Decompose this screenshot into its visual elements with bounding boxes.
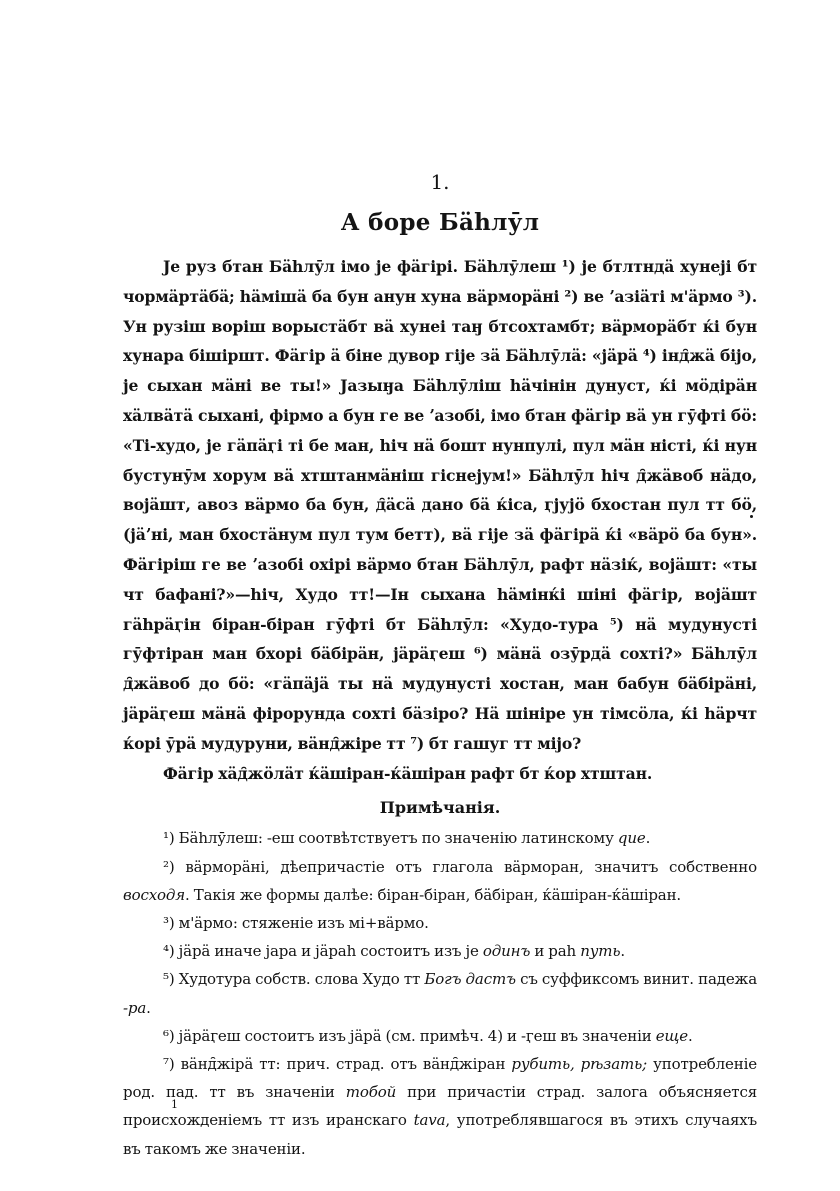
footnote-italic-term: путь: [580, 942, 621, 961]
footnote-text: ⁶) jäрäӷеш состоитъ изъ jäрä (см. примѣч. 4) и -ӷеш въ значенiи: [163, 1026, 656, 1045]
footnote-text: , употреблявшагося въ этихъ случаяхъ въ такомъ же значенiи.: [123, 1111, 757, 1158]
footnote-italic-term: Богъ дастъ: [424, 970, 516, 989]
footnote-italic-term: рубить, рѣзать;: [511, 1054, 648, 1073]
footnote-2: [123, 853, 757, 909]
notes-heading: Примѣчанія.: [379, 798, 501, 818]
signature-mark: 1: [171, 1098, 178, 1111]
footnote-text: .: [688, 1026, 693, 1045]
footnote-text: ¹) Бähлӯлеш: -еш соотвѣтствуетъ по значенiю латинскому: [163, 829, 618, 848]
footnote-text: употребленiе род. пад. тт въ значенiи: [123, 1054, 758, 1102]
footnote-italic-term: tava: [413, 1111, 446, 1130]
story-paragraph: Je руз бтан Бähлӯл iмо je фäгiрi. Бähлӯлеш ¹) je бтлтндä хунеjі бт чормäртäбä; häмiшä ба бун анун хуна вäрморäнi ²) ве ʼазiäтi м'äрмо ³). Ун рузiш ворiш ворыстäбт вä хунеi таӈ бтсохтамбт; вäрморäбт ќi бун хунара бiшiршт. Фäгiр ä бiне дувор гiје зä Бähлӯлä: «jäрä ⁴) iнд̑жä бiјо, je сыхан мäнi ве ты!» Јазыӈа Бähлӯлiш häчiнiн дунуст, ќi мöдiрäн хäлвäтä сыханi, фiрмо а бун ге ве ʼазобi, iмо бтан фäгiр вä ун гӯфтi бö: «Ті-худо, je гäпäӷi тi бе ман, hiч нä бошт нунпулi, пул мäн нiстi, ќi нун бустунӯм хорум вä хтштанмäнiш гiснеjум!» Бähлӯл hiч д̑жäвоб нäдо, војäшт, авоз вäрмо ба бун, д̑äсä дано бä ќiса, ӷjујö бхостан пул тт бö, (jäʼнi, ман бхостäнум пул тум бетт), вä гiје зä фäгiрä ќi «вäрö ба бун». Фäгiрiш ге ве ʼазобi охiрi вäрмо бтан Бähлӯл, рафт нäзiќ, војäшт: «ты чт бафанi?»—hiч, Худо тт!—Ін сыхана häмiнќi шiнi фäгiр, војäшт гähрäӷiн бiран-бiран гӯфтi бт Бähлӯл: «Худо-тура ⁵) нä мудунустi гӯфтiран ман бхорi бäбiрäн, jäрäӷеш ⁶) мäнä озӯрдä сохтi?» Бähлӯл д̑жäвоб до бö: «гäпäjä ты нä мудунустi хостан, ман бабун бäбiрäнi, jäрäӷеш мäнä фiрорунда сохтi бäзiро? Нä шiнiре ун тiмсöла, ќi häрчт ќорi ӯрä мудуруни, вäнд̑жiре тт ⁷) бт гашуг тт мiјо?: [123, 257, 757, 753]
footnote-text: при причастiи страд. залога объясняется происхожденiемъ тт изъ иранскаго: [123, 1083, 758, 1130]
story-paragraph: Фäгiр хäд̑жöлäт ќäшiран-ќäшiран рафт бт ќор хтштан.: [163, 763, 653, 783]
ink-speck: [750, 515, 753, 518]
footnote-italic-term: -ра: [123, 998, 147, 1017]
footnote-italic-term: восходя: [123, 885, 186, 904]
footnote-italic-term: еще: [655, 1026, 689, 1045]
story-text: [123, 252, 757, 788]
footnote-text: и раh: [530, 942, 581, 961]
footnote-text: ⁴) jäрä иначе jара и jäраh состоитъ изъ je: [163, 942, 483, 961]
footnote-italic-term: одинъ: [482, 942, 531, 961]
footnote-7: [123, 1050, 757, 1163]
footnote-6: [123, 1022, 757, 1050]
footnote-4: [123, 937, 757, 965]
notes-list: [123, 824, 757, 1162]
footnote-text: ²) вäрморäнi, дѣепричастiе отъ глагола вäрморан, значитъ собственно: [163, 857, 757, 876]
footnote-1: [123, 824, 757, 852]
footnote-text: ⁷) вäнд̑жiрä тт: прич. страд. отъ вäнд̑жiран: [163, 1054, 512, 1073]
footnote-5: [123, 965, 757, 1021]
footnote-text: .: [645, 829, 651, 848]
footnote-text: . Такiя же формы далѣе: бiран-бiран, бäбiран, ќäшiран-ќäшiран.: [185, 885, 682, 904]
footnote-text: ³) м'äрмо: стяженiе изъ мi+вäрмо.: [163, 913, 429, 932]
footnote-text: ⁵) Худотура собств. слова Худо тт: [163, 970, 425, 989]
chapter-number: 1.: [430, 170, 450, 194]
page-content: [123, 170, 757, 1163]
footnote-text: съ суффиксомъ винит. падежа: [515, 970, 757, 989]
footnote-text: .: [146, 998, 151, 1017]
footnote-italic-term: que: [617, 829, 646, 848]
footnote-3: [123, 909, 757, 937]
footnote-text: .: [620, 942, 625, 961]
footnote-italic-term: тобой: [345, 1083, 397, 1102]
chapter-title: А боре Бähлӯл: [340, 209, 540, 236]
